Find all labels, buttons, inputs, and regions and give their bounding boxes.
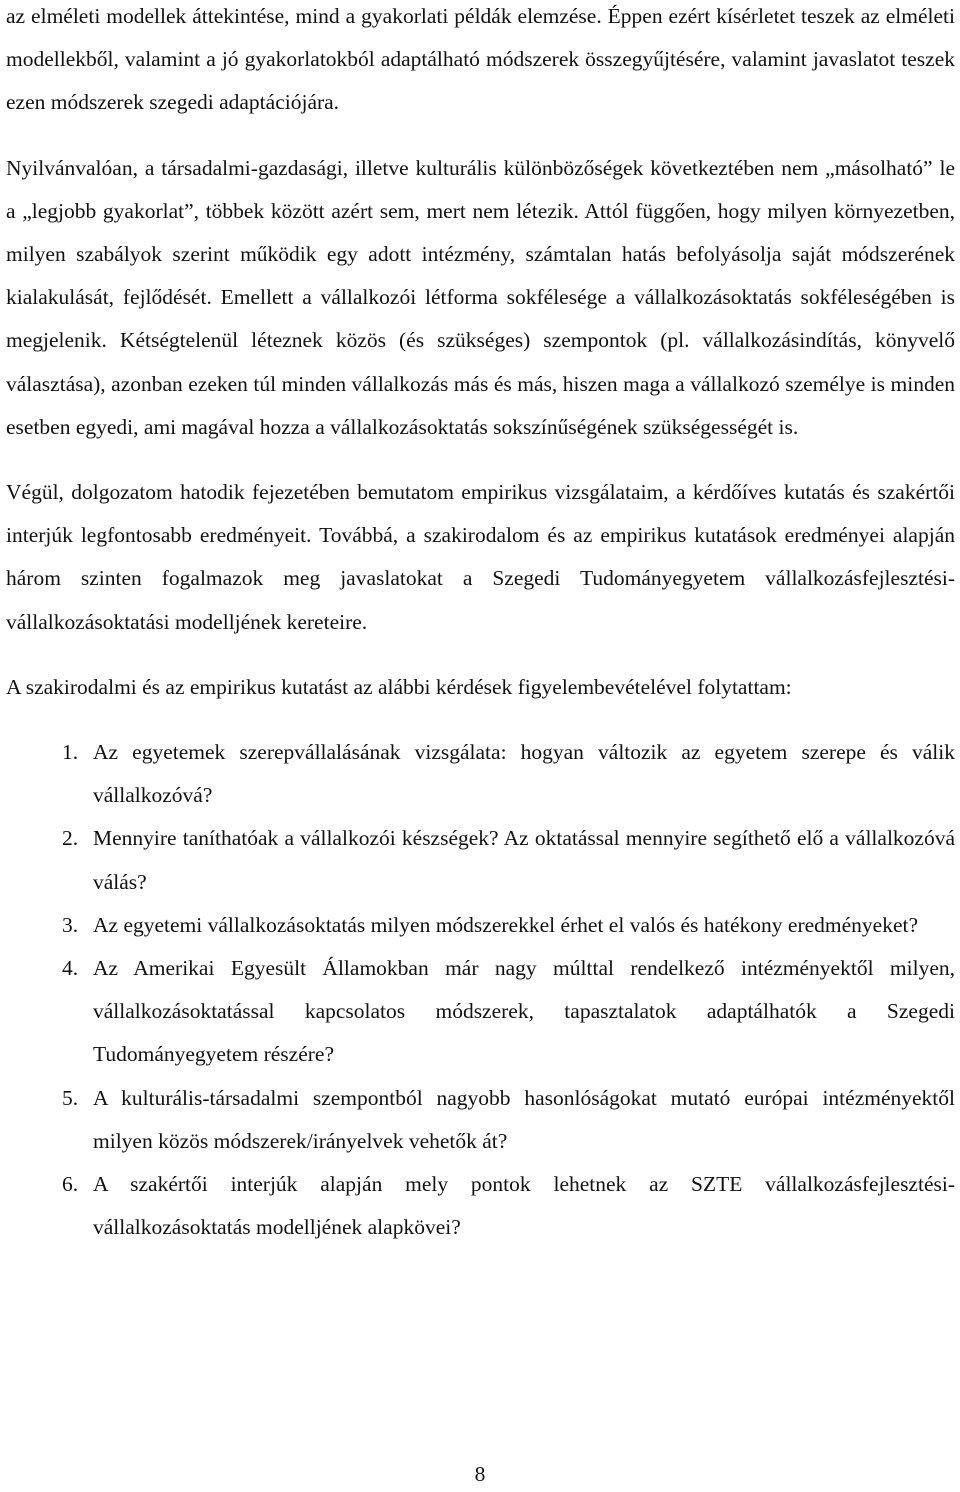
list-item xyxy=(6,817,955,903)
list-item-number: 4. xyxy=(62,956,79,981)
paragraph-gap xyxy=(6,449,955,471)
list-item xyxy=(6,731,955,817)
page-number: 8 xyxy=(474,1462,486,1486)
document-page xyxy=(6,0,955,1249)
list-item xyxy=(6,1163,955,1249)
list-item-text: Az Amerikai Egyesült Államokban már nagy múlttal rendelkező intézményektől milyen, vállalkozásoktatással kapcsolatos módszerek, tapasztalatok adaptálhatók a Szegedi Tudományegyetem részére? xyxy=(93,956,955,1067)
list-item-number: 5. xyxy=(62,1085,79,1110)
paragraph-cultural-differences: Nyilvánvalóan, a társadalmi-gazdasági, illetve kulturális különbözőségek következtében nem „másolható” le a „legjobb gyakorlat”, többek között azért sem, mert nem létezik. Attól függően, hogy milyen környezetben, milyen szabályok szerint működik egy adott intézmény, számtalan hatás befolyásolja saját módszerének kialakulását, fejlődését. Emellett a vállalkozói létforma sokfélesége a vállalkozásoktatás sokféleségében is megjelenik. Kétségtelenül léteznek közös (és szükséges) szempontok (pl. vállalkozásindítás, könyvelő választása), azonban ezeken túl minden vállalkozás más és más, hiszen maga a vállalkozó személye is minden esetben egyedi, ami magával hozza a vállalkozásoktatás sokszínűségének szükségességét is. xyxy=(6,155,955,439)
research-questions-list xyxy=(6,731,955,1249)
list-item-text: Az egyetemek szerepvállalásának vizsgálata: hogyan változik az egyetem szerepe és válik vállalkozóvá? xyxy=(93,740,955,808)
paragraph-chapter-six: Végül, dolgozatom hatodik fejezetében bemutatom empirikus vizsgálataim, a kérdőíves kutatás és szakértői interjúk legfontosabb eredményeit. Továbbá, a szakirodalom és az empirikus kutatások eredményei alapján három szinten fogalmazok meg javaslatokat a Szegedi Tudományegyetem vállalkozásfejlesztési-vállalkozásoktatási modelljének kereteire. xyxy=(6,480,955,634)
paragraph-research-questions-intro: A szakirodalmi és az empirikus kutatást az alábbi kérdések figyelembevételével folytattam: xyxy=(6,674,792,699)
list-item-number: 6. xyxy=(62,1172,79,1197)
list-item-number: 3. xyxy=(62,912,79,937)
list-item-text: A kulturális-társadalmi szempontból nagyobb hasonlóságokat mutató európai intézményektől milyen közös módszerek/irányelvek vehetők át? xyxy=(93,1085,955,1153)
list-item-number: 1. xyxy=(62,740,79,765)
list-item xyxy=(6,1077,955,1163)
list-item-number: 2. xyxy=(62,826,79,851)
paragraph-gap xyxy=(6,644,955,666)
list-item-text: Mennyire taníthatóak a vállalkozói készségek? Az oktatással mennyire segíthető elő a vállalkozóvá válás? xyxy=(93,826,955,894)
list-item xyxy=(6,904,955,947)
paragraph-gap xyxy=(6,125,955,147)
list-item xyxy=(6,947,955,1077)
list-item-text: Az egyetemi vállalkozásoktatás milyen módszerekkel érhet el valós és hatékony eredményeket? xyxy=(93,912,919,937)
list-item-text: A szakértői interjúk alapján mely pontok lehetnek az SZTE vállalkozásfejlesztési-vállalkozásoktatás modelljének alapkövei? xyxy=(93,1172,955,1240)
paragraph-intro-continuation: az elméleti modellek áttekintése, mind a gyakorlati példák elemzése. Éppen ezért kísérletet teszek az elméleti modellekből, valamint a jó gyakorlatokból adaptálható módszerek összegyűjtésére, valamint javaslatot teszek ezen módszerek szegedi adaptációjára. xyxy=(6,4,955,115)
